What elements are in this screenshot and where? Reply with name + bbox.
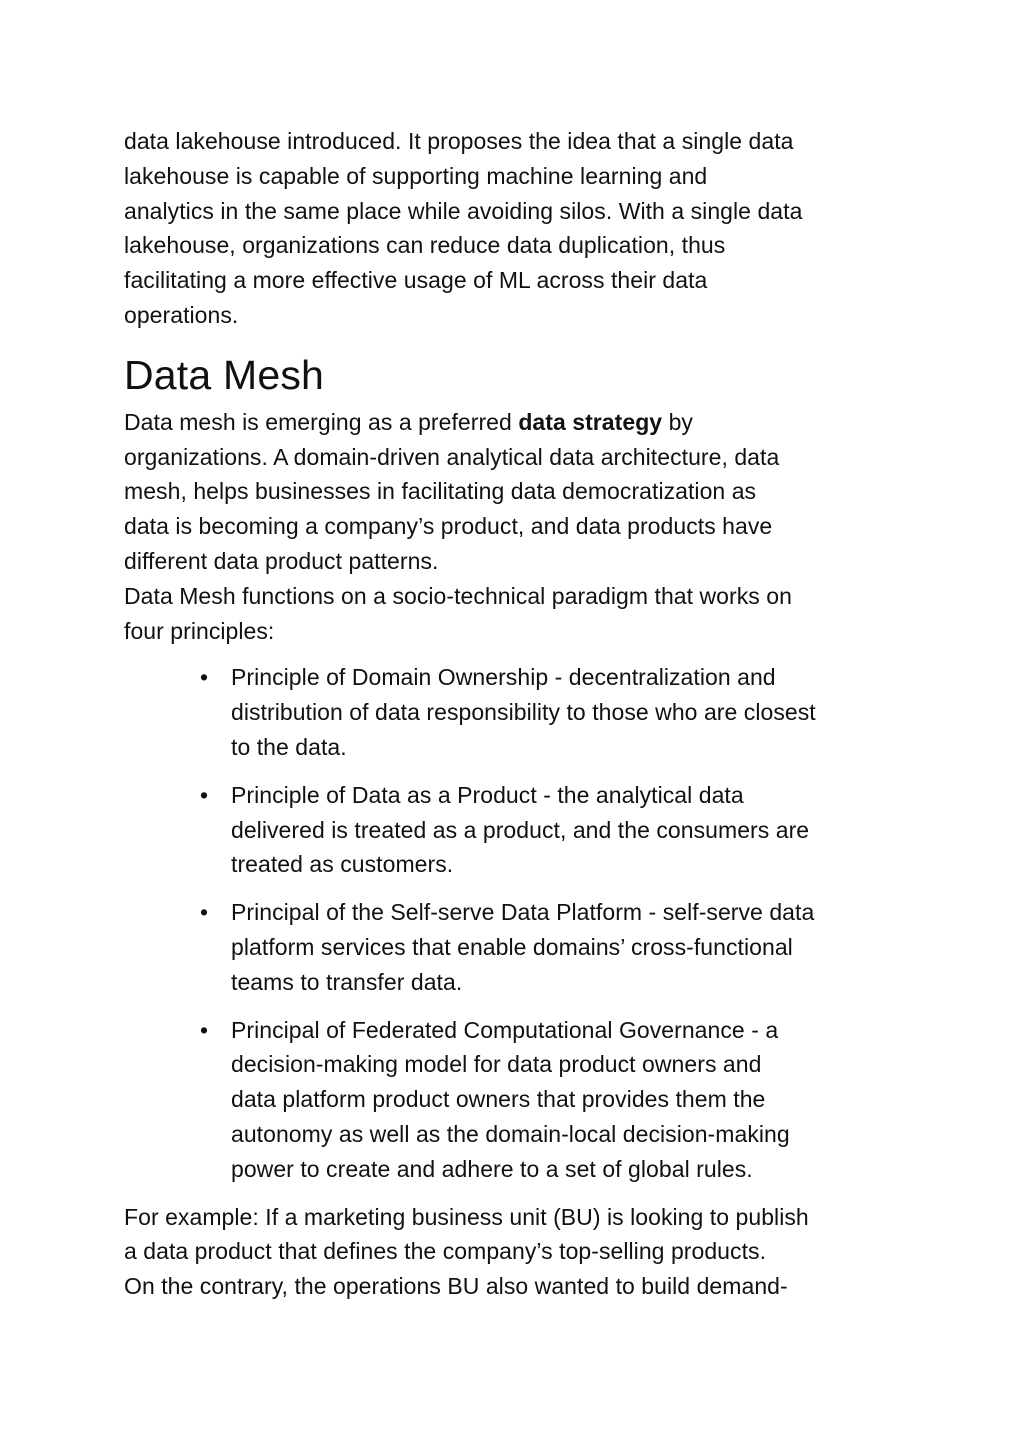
text-segment: by — [662, 408, 693, 435]
text-line: Principal of Federated Computational Governance - a — [231, 1016, 779, 1043]
bullet-icon: • — [200, 664, 209, 691]
data-mesh-intro-paragraph — [124, 405, 914, 579]
list-item — [124, 1013, 914, 1187]
text-line: distribution of data responsibility to those who are closest — [231, 699, 816, 726]
text-line: autonomy as well as the domain-local decision-making — [231, 1120, 790, 1147]
principles-intro-paragraph — [124, 579, 914, 649]
text-line: a data product that defines the company’s top-selling products. — [124, 1238, 767, 1265]
text-line — [124, 405, 914, 440]
principles-list — [124, 660, 914, 1186]
list-item — [124, 895, 914, 999]
text-line: lakehouse, organizations can reduce data duplication, thus — [124, 232, 726, 259]
text-line: decision-making model for data product owners and — [231, 1051, 762, 1078]
text-line: organizations. A domain-driven analytical data architecture, data — [124, 443, 780, 470]
document-body — [124, 124, 914, 1304]
text-line: lakehouse is capable of supporting machine learning and — [124, 162, 708, 189]
bold-term: data strategy — [518, 408, 663, 435]
intro-paragraph — [124, 124, 914, 333]
text-line: to the data. — [231, 733, 347, 760]
text-line: delivered is treated as a product, and the consumers are — [231, 816, 810, 843]
text-segment: Data mesh is emerging as a preferred — [124, 408, 519, 435]
bullet-icon: • — [200, 899, 209, 926]
text-line: On the contrary, the operations BU also wanted to build demand- — [124, 1273, 788, 1300]
text-line: treated as customers. — [231, 851, 454, 878]
text-line: platform services that enable domains’ cross-functional — [231, 933, 793, 960]
text-line: For example: If a marketing business unit (BU) is looking to publish — [124, 1203, 809, 1230]
text-line: Principal of the Self-serve Data Platform - self-serve data — [231, 899, 815, 926]
text-line: four principles: — [124, 617, 275, 644]
text-line: Principle of Domain Ownership - decentralization and — [231, 664, 776, 691]
example-paragraph — [124, 1200, 914, 1304]
section-heading: Data Mesh — [124, 351, 325, 398]
text-line: data is becoming a company’s product, and data products have — [124, 513, 773, 540]
list-item — [124, 660, 914, 764]
text-line: mesh, helps businesses in facilitating data democratization as — [124, 478, 757, 505]
text-line: power to create and adhere to a set of global rules. — [231, 1155, 753, 1182]
bullet-icon: • — [200, 781, 209, 808]
text-line: operations. — [124, 301, 239, 328]
list-item — [124, 778, 914, 882]
text-line: analytics in the same place while avoiding silos. With a single data — [124, 197, 803, 224]
text-line: different data product patterns. — [124, 547, 439, 574]
text-line: data platform product owners that provides them the — [231, 1086, 766, 1113]
text-line: data lakehouse introduced. It proposes the idea that a single data — [124, 128, 794, 154]
text-line: facilitating a more effective usage of ML across their data — [124, 267, 708, 294]
text-line: teams to transfer data. — [231, 968, 463, 995]
text-line: Data Mesh functions on a socio-technical paradigm that works on — [124, 582, 792, 609]
text-line: Principle of Data as a Product - the analytical data — [231, 781, 744, 808]
bullet-icon: • — [200, 1016, 209, 1043]
